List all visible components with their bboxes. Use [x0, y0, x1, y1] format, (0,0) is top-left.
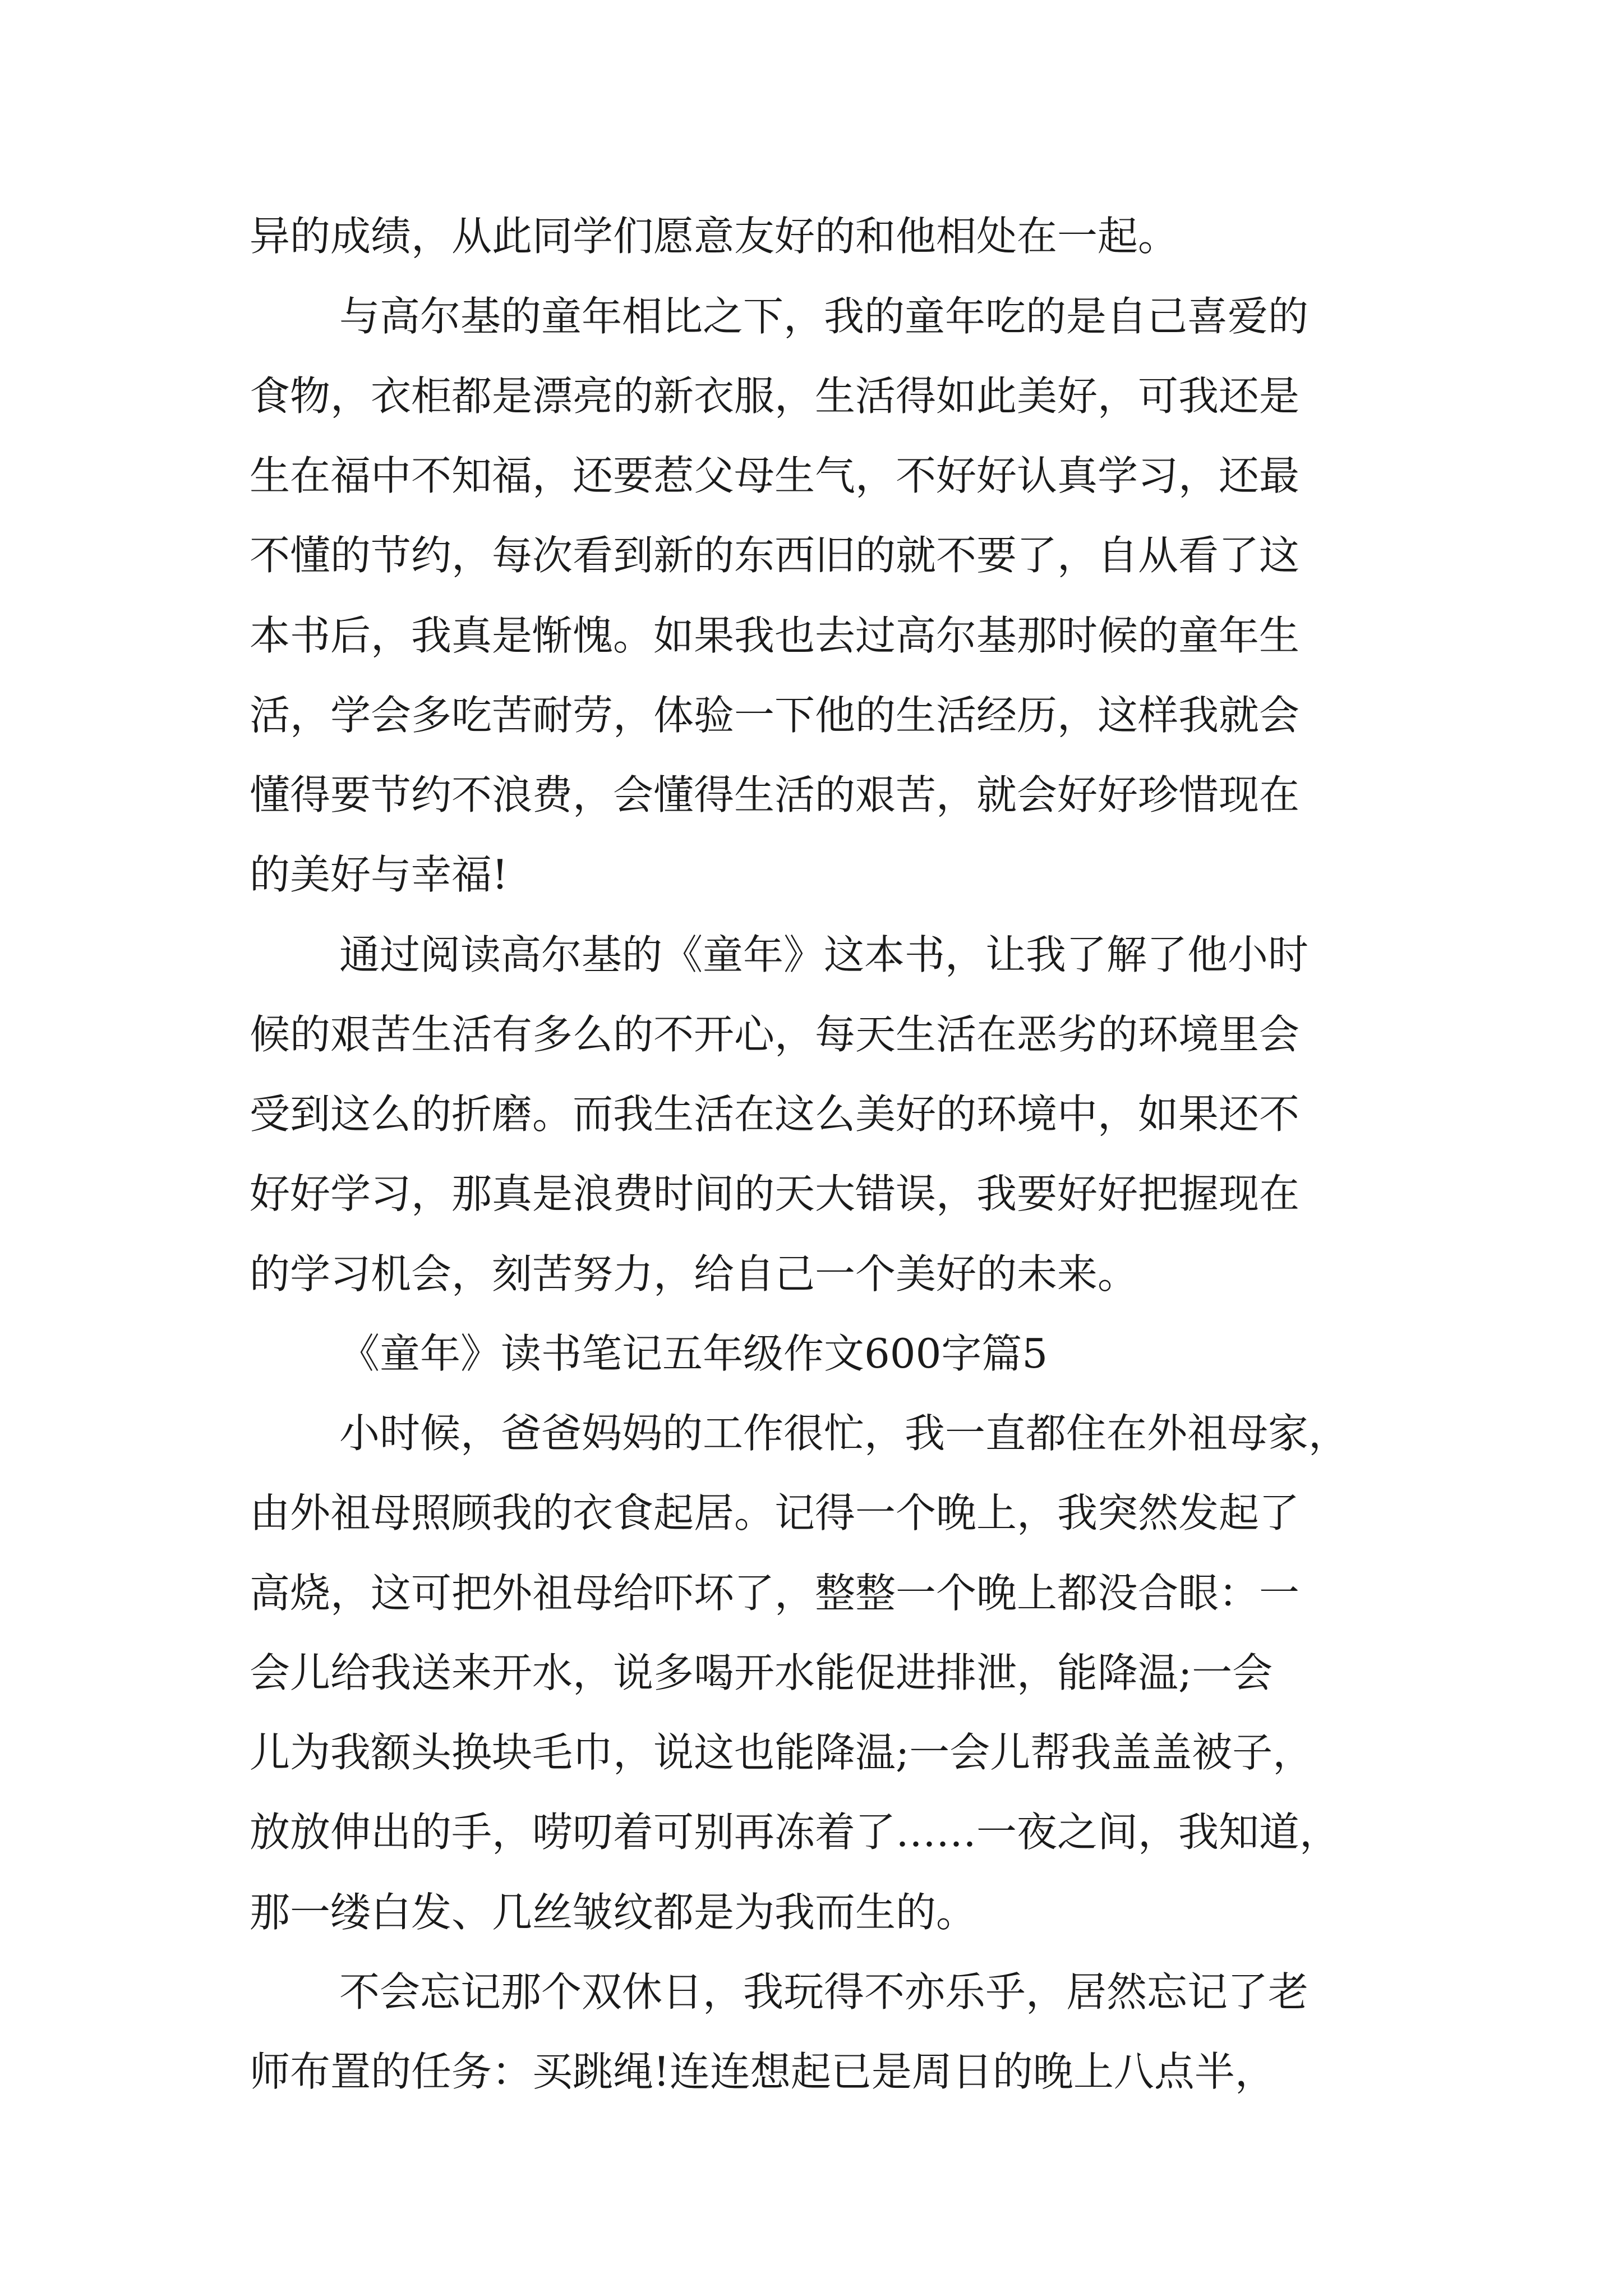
text-line: 食物，衣柜都是漂亮的新衣服，生活得如此美好，可我还是 [250, 372, 1300, 420]
text-line: 好好学习，那真是浪费时间的天大错误，我要好好把握现在 [250, 1170, 1300, 1217]
text-line: 懂得要节约不浪费，会懂得生活的艰苦，就会好好珍惜现在 [250, 771, 1300, 818]
text-line: 异的成绩，从此同学们愿意友好的和他相处在一起。 [250, 213, 1179, 260]
text-line: 的美好与幸福! [250, 851, 508, 898]
text-line: 活，学会多吃苦耐劳，体验一下他的生活经历，这样我就会 [250, 692, 1300, 739]
text-line: 高烧，这可把外祖母给吓坏了，整整一个晚上都没合眼：一 [250, 1570, 1300, 1617]
text-line: 候的艰苦生活有多么的不开心，每天生活在恶劣的环境里会 [250, 1011, 1300, 1058]
paragraph-start: 不会忘记那个双休日，我玩得不亦乐乎，居然忘记了老 [339, 1968, 1309, 2016]
paragraph-start: 通过阅读高尔基的《童年》这本书，让我了解了他小时 [339, 931, 1309, 978]
text-line: 本书后，我真是惭愧。如果我也去过高尔基那时候的童年生 [250, 612, 1300, 659]
text-line: 师布置的任务：买跳绳!连连想起已是周日的晚上八点半， [250, 2048, 1275, 2095]
text-line: 那一缕白发、几丝皱纹都是为我而生的。 [250, 1889, 977, 1936]
text-line: 生在福中不知福，还要惹父母生气，不好好认真学习，还最 [250, 452, 1300, 499]
paragraph-start: 小时候，爸爸妈妈的工作很忙，我一直都住在外祖母家， [339, 1410, 1349, 1457]
text-line: 会儿给我送来开水，说多喝开水能促进排泄，能降温;一会 [250, 1649, 1273, 1696]
text-line: 由外祖母照顾我的衣食起居。记得一个晚上，我突然发起了 [250, 1489, 1300, 1536]
section-heading: 《童年》读书笔记五年级作文600字篇5 [339, 1330, 1048, 1377]
text-line: 的学习机会，刻苦努力，给自己一个美好的未来。 [250, 1250, 1138, 1297]
text-line: 不懂的节约，每次看到新的东西旧的就不要了，自从看了这 [250, 532, 1300, 579]
text-line: 受到这么的折磨。而我生活在这么美好的环境中，如果还不 [250, 1091, 1300, 1138]
text-line: 放放伸出的手，唠叨着可别再冻着了……一夜之间，我知道， [250, 1809, 1340, 1856]
text-line: 儿为我额头换块毛巾，说这也能降温;一会儿帮我盖盖被子， [250, 1729, 1313, 1776]
paragraph-start: 与高尔基的童年相比之下，我的童年吃的是自己喜爱的 [339, 293, 1309, 340]
